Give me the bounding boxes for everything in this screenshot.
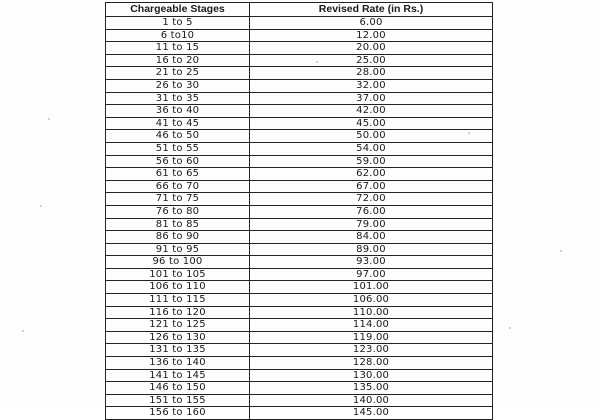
scan-speck: [22, 330, 24, 332]
revised-rate-cell: 72.00: [250, 193, 493, 206]
table-row: [106, 79, 493, 92]
stage-range-cell: 1 to 5: [106, 17, 250, 30]
stage-range-cell: 96 to 100: [106, 256, 250, 269]
table-row: [106, 205, 493, 218]
table-row: [106, 369, 493, 382]
scan-speck: [40, 205, 42, 207]
scan-speck: [48, 118, 50, 120]
table-row: [106, 117, 493, 130]
table-row: [106, 319, 493, 332]
stage-range-cell: 41 to 45: [106, 117, 250, 130]
stage-range-cell: 126 to 130: [106, 331, 250, 344]
table-row: [106, 394, 493, 407]
table-row: [106, 407, 493, 420]
table-row: [106, 105, 493, 118]
stage-range-cell: 91 to 95: [106, 243, 250, 256]
revised-rate-cell: 32.00: [250, 79, 493, 92]
revised-rate-cell: 101.00: [250, 281, 493, 294]
stage-range-cell: 131 to 135: [106, 344, 250, 357]
revised-rate-cell: 123.00: [250, 344, 493, 357]
stage-range-cell: 116 to 120: [106, 306, 250, 319]
stage-range-cell: 16 to 20: [106, 54, 250, 67]
revised-rate-cell: 140.00: [250, 394, 493, 407]
stage-range-cell: 76 to 80: [106, 205, 250, 218]
revised-rate-cell: 67.00: [250, 180, 493, 193]
stage-range-cell: 46 to 50: [106, 130, 250, 143]
stage-range-cell: 71 to 75: [106, 193, 250, 206]
stage-range-cell: 156 to 160: [106, 407, 250, 420]
table-row: [106, 256, 493, 269]
revised-rate-cell: 97.00: [250, 268, 493, 281]
table-row: [106, 344, 493, 357]
table-row: [106, 168, 493, 181]
stage-range-cell: 121 to 125: [106, 319, 250, 332]
table-row: [106, 193, 493, 206]
table-row: [106, 67, 493, 80]
revised-rate-cell: 50.00: [250, 130, 493, 143]
rate-table: [105, 2, 493, 420]
stage-range-cell: 36 to 40: [106, 105, 250, 118]
rate-table-body: [106, 17, 493, 420]
table-row: [106, 218, 493, 231]
revised-rate-cell: 106.00: [250, 294, 493, 307]
revised-rate-cell: 6.00: [250, 17, 493, 30]
stage-range-cell: 141 to 145: [106, 369, 250, 382]
table-row: [106, 281, 493, 294]
revised-rate-cell: 89.00: [250, 243, 493, 256]
stage-range-cell: 136 to 140: [106, 357, 250, 370]
table-row: [106, 92, 493, 105]
stage-range-cell: 106 to 110: [106, 281, 250, 294]
table-row: [106, 142, 493, 155]
stage-range-cell: 61 to 65: [106, 168, 250, 181]
revised-rate-cell: 114.00: [250, 319, 493, 332]
table-row: [106, 331, 493, 344]
revised-rate-cell: 76.00: [250, 205, 493, 218]
stage-range-cell: 81 to 85: [106, 218, 250, 231]
revised-rate-cell: 45.00: [250, 117, 493, 130]
table-row: [106, 306, 493, 319]
table-row: [106, 382, 493, 395]
stage-range-cell: 6 to10: [106, 29, 250, 42]
revised-rate-cell: 28.00: [250, 67, 493, 80]
table-row: [106, 17, 493, 30]
stages-column-header: Chargeable Stages: [106, 3, 250, 17]
stage-range-cell: 146 to 150: [106, 382, 250, 395]
revised-rate-cell: 84.00: [250, 231, 493, 244]
revised-rate-cell: 128.00: [250, 357, 493, 370]
revised-rate-cell: 59.00: [250, 155, 493, 168]
table-row: [106, 268, 493, 281]
table-row: [106, 180, 493, 193]
table-row: [106, 130, 493, 143]
table-row: [106, 54, 493, 67]
stage-range-cell: 111 to 115: [106, 294, 250, 307]
revised-rate-cell: 130.00: [250, 369, 493, 382]
stage-range-cell: 31 to 35: [106, 92, 250, 105]
revised-rate-cell: 145.00: [250, 407, 493, 420]
stage-range-cell: 26 to 30: [106, 79, 250, 92]
stage-range-cell: 11 to 15: [106, 42, 250, 55]
revised-rate-cell: 12.00: [250, 29, 493, 42]
table-row: [106, 29, 493, 42]
stage-range-cell: 66 to 70: [106, 180, 250, 193]
scan-speck: [509, 327, 511, 329]
stage-range-cell: 151 to 155: [106, 394, 250, 407]
table-row: [106, 42, 493, 55]
revised-rate-cell: 62.00: [250, 168, 493, 181]
revised-rate-cell: 110.00: [250, 306, 493, 319]
header-row: [106, 3, 493, 17]
revised-rate-cell: 93.00: [250, 256, 493, 269]
stage-range-cell: 101 to 105: [106, 268, 250, 281]
table-row: [106, 243, 493, 256]
table-row: [106, 357, 493, 370]
stage-range-cell: 51 to 55: [106, 142, 250, 155]
rate-table-head: [106, 3, 493, 17]
scan-speck: [560, 250, 562, 252]
stage-range-cell: 21 to 25: [106, 67, 250, 80]
table-row: [106, 231, 493, 244]
revised-rate-cell: 79.00: [250, 218, 493, 231]
revised-rate-cell: 54.00: [250, 142, 493, 155]
revised-rate-cell: 135.00: [250, 382, 493, 395]
revised-rate-cell: 20.00: [250, 42, 493, 55]
stage-range-cell: 56 to 60: [106, 155, 250, 168]
revised-rate-cell: 25.00: [250, 54, 493, 67]
rate-column-header: Revised Rate (in Rs.): [250, 3, 493, 17]
revised-rate-cell: 37.00: [250, 92, 493, 105]
stage-range-cell: 86 to 90: [106, 231, 250, 244]
table-row: [106, 294, 493, 307]
revised-rate-cell: 119.00: [250, 331, 493, 344]
revised-rate-cell: 42.00: [250, 105, 493, 118]
table-row: [106, 155, 493, 168]
